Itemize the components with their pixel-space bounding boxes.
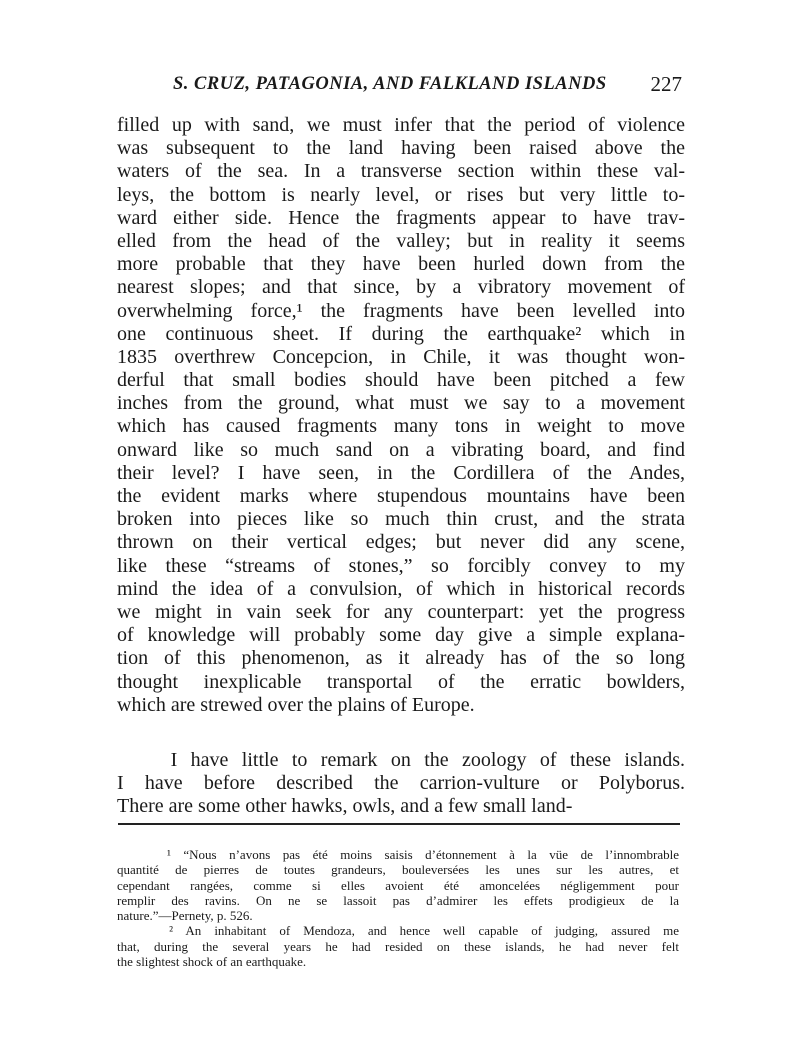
text-line: the evident marks where stupendous mountains have been (117, 485, 685, 507)
text-line: broken into pieces like so much thin crust, and the strata (117, 508, 685, 531)
text-line: onward like so much sand on a vibrating board, and find (117, 438, 685, 461)
text-line: mind the idea of a convulsion, of which in historical records (117, 577, 685, 600)
text-line: thought inexplicable transportal of the erratic bowlders, (117, 670, 685, 693)
text-line: derful that small bodies should have been pitched a few (117, 369, 685, 392)
text-line: inches from the ground, what must we say to a movement (117, 392, 685, 415)
text-line: was subsequent to the land having been raised above the (117, 137, 685, 160)
running-header (117, 74, 687, 100)
footnote-line: cependant rangées, comme si elles avoient été amoncelées négligemment pour (117, 877, 679, 893)
text-line: I have before described the carrion-vulture or Polyborus. (117, 772, 685, 795)
paragraph-gap (117, 717, 685, 749)
text-line: one continuous sheet. If during the earthquake² which in (117, 322, 685, 345)
footnote-line: remplir des ravins. On ne se lassoit pas d’admirer les effets prodigieux de la (117, 892, 679, 908)
footnote-divider (118, 823, 680, 825)
page-number: 227 (650, 72, 682, 96)
text-line: waters of the sea. In a transverse section within these val- (117, 160, 685, 183)
text-line: of knowledge will probably some day give a simple explana- (117, 624, 685, 647)
text-line: which are strewed over the plains of Europe. (117, 693, 475, 716)
footnote (117, 923, 679, 969)
text-line: their level? I have seen, in the Cordillera of the Andes, (117, 461, 685, 484)
footnote (117, 847, 679, 923)
text-line: overwhelming force,¹ the fragments have been levelled into (117, 299, 685, 322)
text-line: which has caused fragments many tons in weight to move (117, 415, 685, 438)
footnotes (117, 847, 679, 969)
text-line: more probable that they have been hurled down from the (117, 253, 685, 276)
footnote-line: ² An inhabitant of Mendoza, and hence well capable of judging, assured me (117, 923, 679, 939)
body-text (117, 114, 685, 818)
text-line: like these “streams of stones,” so forcibly convey to my (117, 554, 685, 577)
text-line: ward either side. Hence the fragments appear to have trav- (117, 206, 685, 229)
text-line: filled up with sand, we must infer that the period of violence (117, 114, 685, 136)
text-line: There are some other hawks, owls, and a few small land- (117, 795, 573, 818)
paragraph (117, 749, 685, 819)
footnote-line: the slightest shock of an earthquake. (117, 954, 307, 970)
text-line: elled from the head of the valley; but in reality it seems (117, 229, 685, 252)
text-line: we might in vain seek for any counterpart: yet the progress (117, 600, 685, 623)
footnote-line: nature.”—Pernety, p. 526. (117, 908, 253, 924)
running-title: S. CRUZ, PATAGONIA, AND FALKLAND ISLANDS (173, 74, 607, 94)
footnote-line: ¹ “Nous n’avons pas été moins saisis d’étonnement à la vüe de l’innombrable (117, 847, 679, 862)
text-line: 1835 overthrew Concepcion, in Chile, it was thought won- (117, 345, 685, 368)
text-line: I have little to remark on the zoology of these islands. (117, 748, 685, 771)
text-line: nearest slopes; and that since, by a vibratory movement of (117, 276, 685, 299)
paragraph (117, 114, 685, 717)
text-line: leys, the bottom is nearly level, or rises but very little to- (117, 183, 685, 206)
text-line: tion of this phenomenon, as it already has of the so long (117, 647, 685, 670)
footnote-line: quantité de pierres de toutes grandeurs, bouleversées les unes sur les autres, et (117, 862, 679, 878)
text-line: thrown on their vertical edges; but never did any scene, (117, 531, 685, 554)
footnote-line: that, during the several years he had resided on these islands, he had never felt (117, 938, 679, 954)
